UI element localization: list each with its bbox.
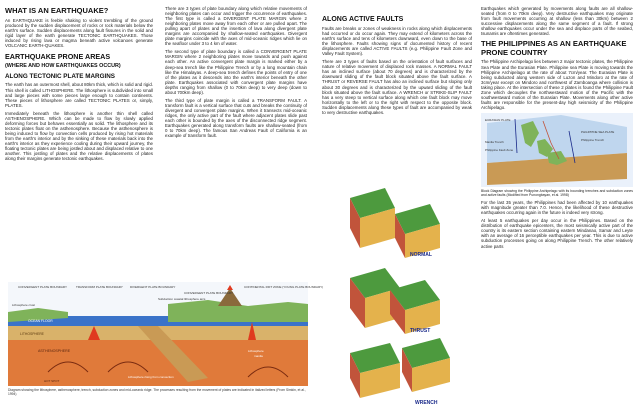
label-ocean-floor: OCEAN FLOOR [28,319,53,323]
column-2 [165,6,307,141]
heading-plate-margins: ALONG TECTONIC PLATE MARGINS [5,72,115,80]
label-normal: NORMAL [410,252,432,258]
plate-tectonics-diagram [8,282,324,386]
paragraph-asthenosphere: Immediately beneath the lithosphere is another thin shell called ASTHENOSPHERE. Which can be made to flow by slowly applied deforming forces but behaves essentially as solid. The lithosphere and its tectonic plates float on the asthenosphere. Because the asthenosphere is being induced to flow by convection cells produced by rising hot materials from the earth's interior and by the sinking of these materials back into the earth's interior as they experience cooling during their upward journey, the floating tectonic plates are being jostled about and displaced relative to one another. This jostling of plates and the relative displacements of plates along their margins generate tectonic earthquakes. [5,110,153,162]
label-rising: Lithosphere rising from convection [128,375,174,379]
thrust-fault-diagram [350,268,440,334]
label-subduction: Subduction coastal lithosphere arcs [158,297,206,301]
label-wrench: WRENCH [415,400,438,406]
diagram-caption: Diagram showing the lithosphere, asthenosphere, trench, subduction zones and mid-oceanic ridge. The processes resulting from the movement of plates are indicated in italized letters (From Simkin, et al., 1994) [8,388,306,396]
map-caption: Block Diagram showing the Philippine Archipelago with its bounding trenches and subduction zones and active faults (Modified from Punongbayan, et al. 1998) [481,188,633,198]
column-3 [322,6,472,118]
heading-prone-areas: EARTHQUAKE PRONE AREAS [5,52,111,62]
map-label-philippine-trench: Philippine Trench [581,137,605,142]
paragraph-faults: Faults are breaks or zones of weakness in rocks along which displacements had occurred or do occur again. They may extend of kilometers across the earth's surface and tens of kilometers downward, even down to the base of the lithosphere. Faults showing signs of documented history of recent displacements are called ACTIVE FAULTS (e.g. Philippine Fault Zone and Valley Fault System). [322,26,472,57]
label-divergent: DIVERGENT PLATE BOUNDARY [130,285,176,289]
label-hot-spot: HOT SPOT [44,379,60,383]
label-continental-crust: Lithosphere crust [12,303,36,307]
paragraph-daily-earthquakes: At least 5 earthquakes per day occur in the Philippines. Based on the distribution of earthquake epicenters, the most seismically active part of the country is its eastern section containing eastern Mindanao, Samar and Leyte with an average of 16 perceptible earthquakes per year. This is due to active subduction processes going on along Philippine Trench. The other relatively active parts [481,218,633,249]
paragraph-intro: An EARTHQUAKE is feeble shaking to violent trembling of the ground produced by the sudden displacement of rocks or rock materials below the earth's surface. Sudden displacements along fault fissures in the solid and rigid layer of the earth generate TECTONIC EARTHQUAKES. Those induced by rising lava or magma beneath active volcanoes generate VOLCANIC EARTH-QUAKES. [5,18,153,49]
subheading-where-how: (WHERE AND HOW EARTHQUAKES OCCUR) [5,62,121,69]
label-convergent-a: CONVERGENT PLATE BOUNDARY [18,285,68,289]
normal-fault-diagram [350,188,440,258]
paragraph-fault-types: There are 3 types of faults based on the orientation of fault surfaces and nature of relative movement of displaced rock masses. A NORMAL FAULT has an inclined surface (about 70 degrees) and is characterized by the downward sliding of the fault block situated above the fault surface. A THRUST or REVERSE FAULT has also an inclined surface but sloping only about 30 degrees and is characterized by the upward sliding of the fault block situated above the fault surface. A WRENCH or STRIKE-SLIP FAULT has a very steep to vertical surface along which one fault block may move horizontally to the left or to the right with respect to the opposite block. Sudden displacements along these types of fault are accompanied by weak to very destructive earthquakes. [322,59,472,115]
heading-active-faults: ALONG ACTIVE FAULTS [322,16,404,23]
label-lithosphere-b: Lithosphere [248,349,264,353]
label-lithosphere: LITHOSPHERE [20,332,44,336]
paragraph-lithosphere: The earth has an outermost shell, about 80km thick, which is solid and rigid. This shell is called LITHOSPHERE. The lithosphere is subdivided into small and large pieces with some pieces large enough to contain continents. These pieces of lithosphere are called TECTONIC PLATES or, simply, PLATES. [5,82,153,108]
column-1 [5,6,153,164]
paragraph-divergent: There are 3 types of plate boundary along which relative movements of neighboring plates can occur and trigger the occurrence of earthquakes. The first type is called a DIVERGENT PLATE MARGIN where 2 neighboring plates move away from each other or are pulled apart. The pulling apart of plates and the insertion of lava along divergent plate margins are accompanied by shallow-seated earthquakes. Divergent plate margins coincide with the axes of mid-oceanic ridges which lie on the seafloor under 3 to 4 km of water. [165,6,307,47]
label-rift: CONTINENTAL RIFT ZONE (YOUNG PLATE BOUNDARY) [244,285,324,289]
paragraph-transform: The third type of plate margin is called a TRANSFORM FAULT. A transform fault is a vertical surface that cuts and breaks the continuity of divergent and convergent plate margins. When it transects mid-oceanic ridges, the only active part of the fault where adjacent plates slide past each other is bounded by the axes of the disconnected ridge segment. Earthquakes generated along transform faults are shallow-seated (from 0 to 70km deep). The famous San Andreas Fault of California is an example of transform fault. [165,97,307,139]
label-mantle: mantle [254,354,264,358]
fault-diagrams [340,178,470,408]
paragraph-convergent: The second type of plate boundary is called a CONVERGENT PLATE MARGIN where 2 neighboring plates move towards and push against each other. An active convergent plate margin is marked either by a deep-sea trench like the Philippine Trench or by a long mountain chain like the Himalayas. A deep-sea trench defines the points of entry of one of the plates as it descends into the earth's interior beneath the other plate. Earthquakes associated with convergent plate margins have depths ranging from shallow (0 to 70km deep) to very deep (down to about 700km deep). [165,49,307,95]
label-thrust: THRUST [410,328,431,334]
map-label-fault-zone: Philippine Fault Zone [485,147,514,152]
heading-philippines: THE PHILIPPINES AS AN EARTHQUAKE PRONE COUNTRY [481,39,627,57]
label-transform: TRANSFORM PLATE BOUNDARY [76,285,123,289]
label-asthenosphere: ASTHENOSPHERE [38,349,71,353]
map-label-manila-trench: Manila Trench [485,139,504,144]
label-convergent-b: CONVERGENT PLATE BOUNDARY [184,291,234,295]
wrench-fault-diagram [350,338,450,406]
column-4 [481,6,633,252]
map-label-eurasian: EURASIAN PLATE [485,117,511,122]
paragraph-philippine-plates: The Philippine Archipelago lies between 2 major tectonic plates, the Philippine Sea Plate and the Eurasian Plate. Philippine sea Plate is moving towards the Philippine Archipelago at the rate of about 7cm/year. The Eurasian Plate is being subducted along western side of Luzon and Mindoro at the rate of 3cm/year except on Mindoro and northwest of Zamboanga where collision is taking place. At the intersection of these 2 plates is found the Philippine Fault Zone which decouples the northwestward motion of the Pacific with the southwestward motion of the Eurasian Plate. Movements along other active faults are responsible for the present-day high seismicity of the Philippine Archipelago. [481,59,633,110]
heading-what-is-earthquake: WHAT IS AN EARTHQUAKE? [5,6,109,15]
paragraph-last-35-years: For the last 35 years, the Philippines had been affected by 10 earthquakes with magnitude greater than 7.0. Hence, the likelihood of these destructive earthquakes occurring again in the future is indeed very strong. [481,200,633,216]
philippines-block-diagram [481,113,633,187]
map-label-philippine-sea: PHILIPPINE SEA PLATE [581,129,615,134]
paragraph-fault-earthquakes: Earthquakes which generated by movements along faults are all shallow-seated (from 0 to 70km deep). Very destructive earthquakes may originate from fault movements occurring at shallow (less than 30km) between 2 successive displacements along the same segment of a fault. If strong shallow earthquakes occur under the sea and displace parts of the seabed, tsunamis are oftentimes generated. [481,6,633,37]
